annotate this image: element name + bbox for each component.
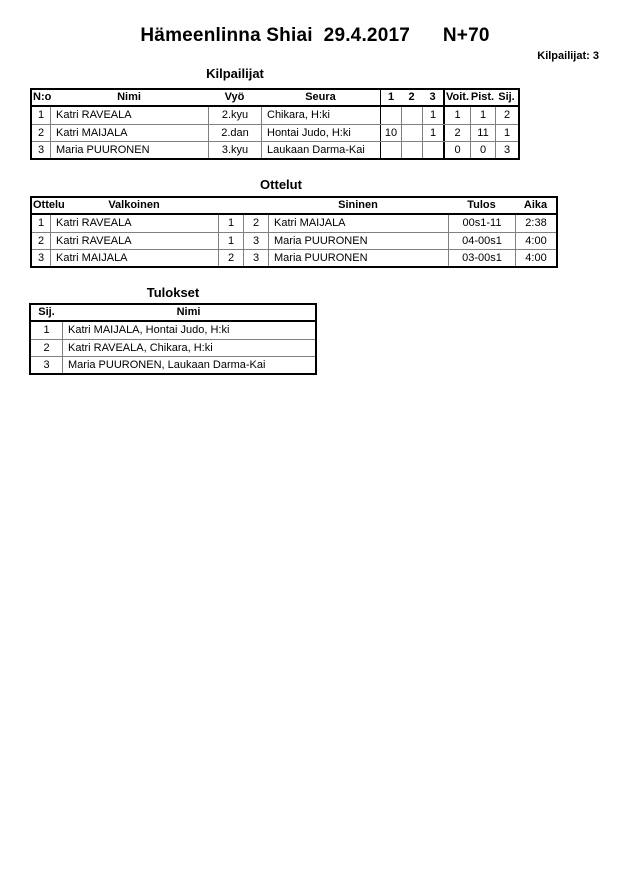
placement-value: 2: [495, 107, 518, 124]
result-row: [31, 356, 315, 373]
competitor-belt: 2.kyu: [208, 107, 261, 124]
results-section-heading: Tulokset: [146, 285, 200, 300]
competitor-number: 2: [37, 126, 45, 139]
match-number: 1: [37, 217, 45, 229]
col-header-ottelu: Ottelu: [33, 199, 65, 211]
col-header-white-number: [218, 198, 243, 213]
match-time: 4:00: [515, 250, 556, 266]
match2-result: [401, 125, 422, 141]
competitors-count-label: Kilpailijat: 3: [537, 50, 599, 62]
competitor-number: 1: [37, 109, 45, 121]
blue-player-name: Katri MAIJALA: [268, 215, 448, 232]
match-score: 04-00s1: [448, 233, 515, 249]
match3-result: 1: [422, 125, 443, 141]
col-header-nimi: Nimi: [176, 306, 201, 318]
competitor-number: 3: [37, 143, 45, 156]
competitor-row: [32, 124, 518, 141]
match2-result: [401, 107, 422, 124]
competitor-row: [32, 107, 518, 124]
results-table: [29, 303, 317, 375]
blue-player-number: 3: [243, 233, 268, 249]
matches-header-row: [32, 198, 556, 215]
match-number: 2: [37, 234, 45, 247]
result-name: Maria PUURONEN, Laukaan Darma-Kai: [62, 357, 315, 373]
result-row: [31, 322, 315, 339]
placement-value: 3: [495, 142, 518, 158]
results-header-row: [31, 305, 315, 322]
result-placement: 2: [43, 341, 50, 354]
match-time: 4:00: [515, 233, 556, 249]
match3-result: [422, 142, 443, 158]
col-header-nimi: Nimi: [117, 91, 141, 103]
col-header-valkoinen: Valkoinen: [108, 199, 160, 211]
blue-player-number: 2: [243, 215, 268, 232]
white-player-name: Katri RAVEALA: [50, 215, 218, 232]
competitor-name: Katri RAVEALA: [50, 107, 208, 124]
col-header-blue-number: [243, 198, 268, 213]
col-header-pist: Pist.: [470, 91, 495, 103]
col-header-seura: Seura: [305, 91, 336, 103]
wins-value: 2: [443, 125, 470, 141]
competitor-row: [32, 141, 518, 158]
match1-result: [380, 107, 401, 124]
result-name: Katri MAIJALA, Hontai Judo, H:ki: [62, 322, 315, 339]
wins-value: 1: [443, 107, 470, 124]
col-header-aika: Aika: [523, 199, 548, 211]
white-player-name: Katri MAIJALA: [50, 250, 218, 266]
col-header-sij: Sij.: [38, 306, 55, 318]
col-header-match3: 3: [429, 91, 436, 103]
points-value: 11: [470, 125, 495, 141]
white-player-name: Katri RAVEALA: [50, 233, 218, 249]
match1-result: [380, 142, 401, 158]
competitor-belt: 2.dan: [208, 125, 261, 141]
points-value: 1: [470, 107, 495, 124]
match-score: 03-00s1: [448, 250, 515, 266]
col-header-match1: 1: [380, 90, 401, 105]
match2-result: [401, 142, 422, 158]
result-name: Katri RAVEALA, Chikara, H:ki: [62, 340, 315, 356]
white-player-number: 2: [218, 250, 243, 266]
result-placement: 1: [43, 324, 50, 336]
match-row: [32, 249, 556, 266]
result-placement: 3: [43, 358, 50, 371]
wins-value: 0: [443, 142, 470, 158]
white-player-number: 1: [218, 215, 243, 232]
page-title: Hämeenlinna Shiai 29.4.2017 N+70: [140, 25, 490, 46]
col-header-match2: 2: [408, 91, 415, 103]
matches-section-heading: Ottelut: [260, 177, 302, 192]
matches-table: [30, 196, 558, 268]
blue-player-number: 3: [243, 250, 268, 266]
competitors-header-row: [32, 90, 518, 107]
col-header-voit: Voit.: [443, 90, 470, 105]
competitor-club: Chikara, H:ki: [261, 107, 380, 124]
col-header-tulos: Tulos: [467, 199, 496, 211]
match-score: 00s1-11: [448, 215, 515, 232]
match-row: [32, 232, 556, 249]
blue-player-name: Maria PUURONEN: [268, 233, 448, 249]
blue-player-name: Maria PUURONEN: [268, 250, 448, 266]
competitor-club: Laukaan Darma-Kai: [261, 142, 380, 158]
col-header-vyo: Vyö: [224, 91, 245, 103]
match1-result: 10: [380, 125, 401, 141]
competitor-name: Katri MAIJALA: [50, 125, 208, 141]
match3-result: 1: [422, 107, 443, 124]
competitors-section-heading: Kilpailijat: [206, 66, 264, 81]
competitors-table: [30, 88, 520, 160]
competitor-belt: 3.kyu: [208, 142, 261, 158]
match-number: 3: [37, 251, 45, 264]
match-row: [32, 215, 556, 232]
placement-value: 1: [495, 125, 518, 141]
col-header-no: N:o: [33, 91, 52, 103]
result-row: [31, 339, 315, 356]
competitor-club: Hontai Judo, H:ki: [261, 125, 380, 141]
col-header-sininen: Sininen: [338, 199, 378, 211]
points-value: 0: [470, 142, 495, 158]
col-header-sij: Sij.: [498, 91, 515, 103]
competitor-name: Maria PUURONEN: [50, 142, 208, 158]
match-time: 2:38: [515, 215, 556, 232]
white-player-number: 1: [218, 233, 243, 249]
